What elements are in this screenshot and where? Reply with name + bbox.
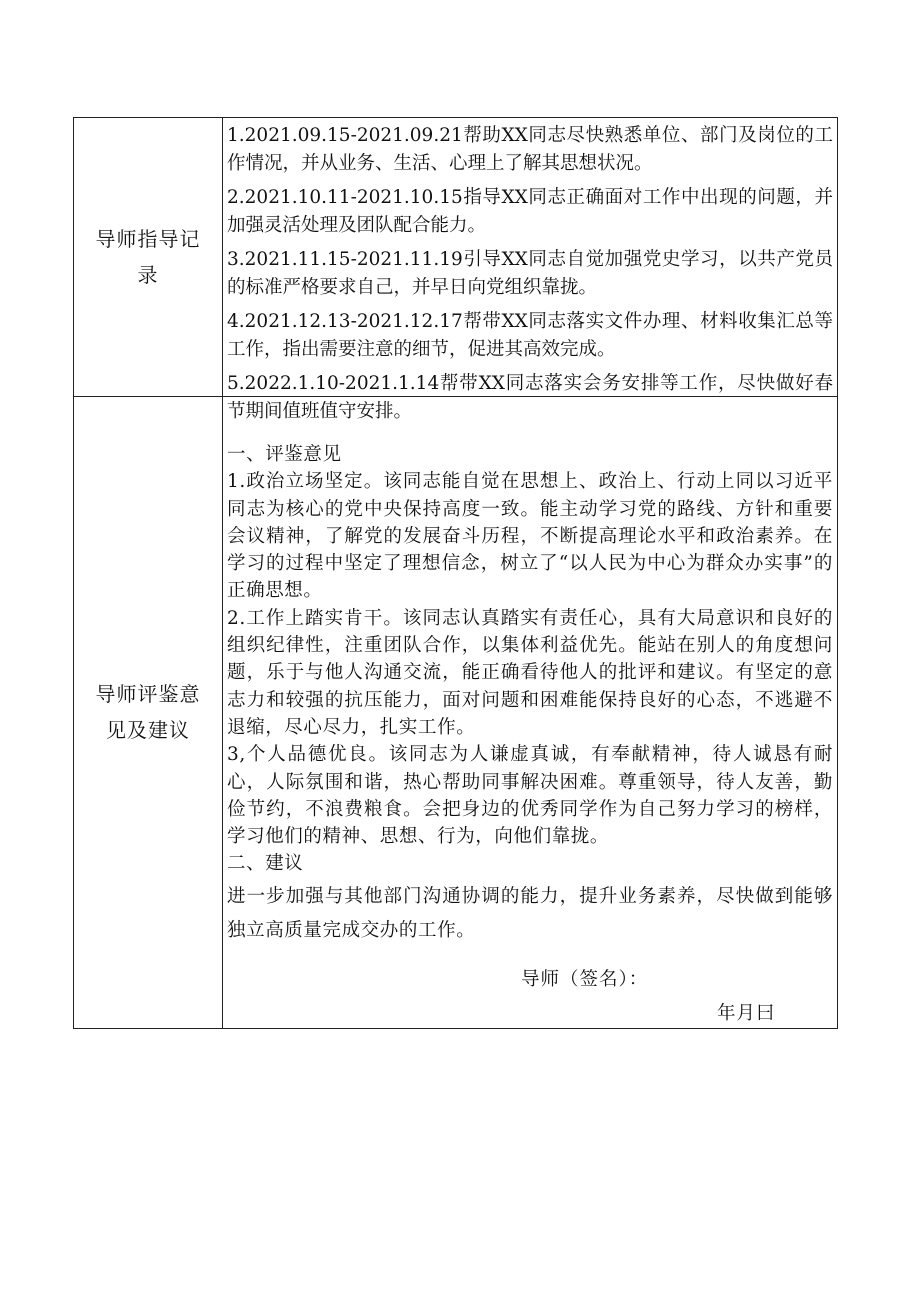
evaluation-label-cell <box>74 397 223 1029</box>
evaluation-label <box>88 676 208 748</box>
guidance-record-label: 导师指导记录 <box>95 227 201 287</box>
evaluation-label-line2: 见及建议 <box>106 718 190 743</box>
evaluation-suggestion: 进一步加强与其他部门沟通协调的能力，提升业务素养，尽快做到能够独立高质量完成交办的工作。 <box>227 885 833 941</box>
guidance-record-entry: 5.2022.1.10-2021.1.14帮带XX同志落实会务安排等工作，尽快做好春节期间值班值守安排。 <box>227 373 833 422</box>
mentor-signature-label: 导师（签名）： <box>521 968 649 990</box>
evaluation-section1-heading: 一、评鉴意见 <box>227 444 342 465</box>
guidance-record-list <box>227 118 833 422</box>
evaluation-row <box>74 397 838 1029</box>
evaluation-content <box>223 397 838 1029</box>
evaluation-section2-heading: 二、建议 <box>227 853 304 875</box>
guidance-record-content <box>223 118 838 422</box>
evaluation-point: 1.政治立场坚定。该同志能自觉在思想上、政治上、行动上同以习近平同志为核心的党中央保持高度一致。能主动学习党的路线、方针和重要会议精神，了解党的发展奋斗历程，不断提高理论水平和政治素养。在学习的过程中坚定了理想信念，树立了“以人民为中心为群众办实事”的正确思想。 <box>227 471 833 602</box>
mentor-form-table <box>73 117 838 1029</box>
evaluation-label-line1: 导师评鉴意 <box>95 682 201 707</box>
guidance-record-entry: 1.2021.09.15-2021.09.21帮助XX同志尽快熟悉单位、部门及岗位的工作情况，并从业务、生活、心理上了解其思想状况。 <box>227 125 833 174</box>
guidance-record-label-cell <box>74 118 223 397</box>
signature-date-label: 年月曰 <box>717 1002 776 1024</box>
evaluation-body <box>227 397 833 1028</box>
guidance-record-entry: 2.2021.10.11-2021.10.15指导XX同志正确面对工作中出现的问题，并加强灵活处理及团队配合能力。 <box>227 187 833 236</box>
evaluation-point: 2.工作上踏实肯干。该同志认真踏实有责任心，具有大局意识和良好的组织纪律性，注重团队合作，以集体利益优先。能站在别人的角度想问题，乐于与他人沟通交流，能正确看待他人的批评和建议。有坚定的意志力和较强的抗压能力，面对问题和困难能保持良好的心态，不逃避不退缩，尽心尽力，扎实工作。 <box>227 607 833 738</box>
evaluation-point: 3,个人品德优良。该同志为人谦虚真诚，有奉献精神，待人诚恳有耐心，人际氛围和谐，热心帮助同事解决困难。尊重领导，待人友善，勤俭节约，不浪费粮食。会把身边的优秀同学作为自己努力学习的榜样，学习他们的精神、思想、行为，向他们靠拢。 <box>227 744 833 848</box>
guidance-record-row <box>74 118 838 397</box>
guidance-record-entry: 4.2021.12.13-2021.12.17帮带XX同志落实文件办理、材料收集汇总等工作，指出需要注意的细节，促进其高效完成。 <box>227 311 833 360</box>
guidance-record-entry: 3.2021.11.15-2021.11.19引导XX同志自觉加强党史学习，以共产党员的标准严格要求自己，并早日向党组织靠拢。 <box>227 249 833 298</box>
